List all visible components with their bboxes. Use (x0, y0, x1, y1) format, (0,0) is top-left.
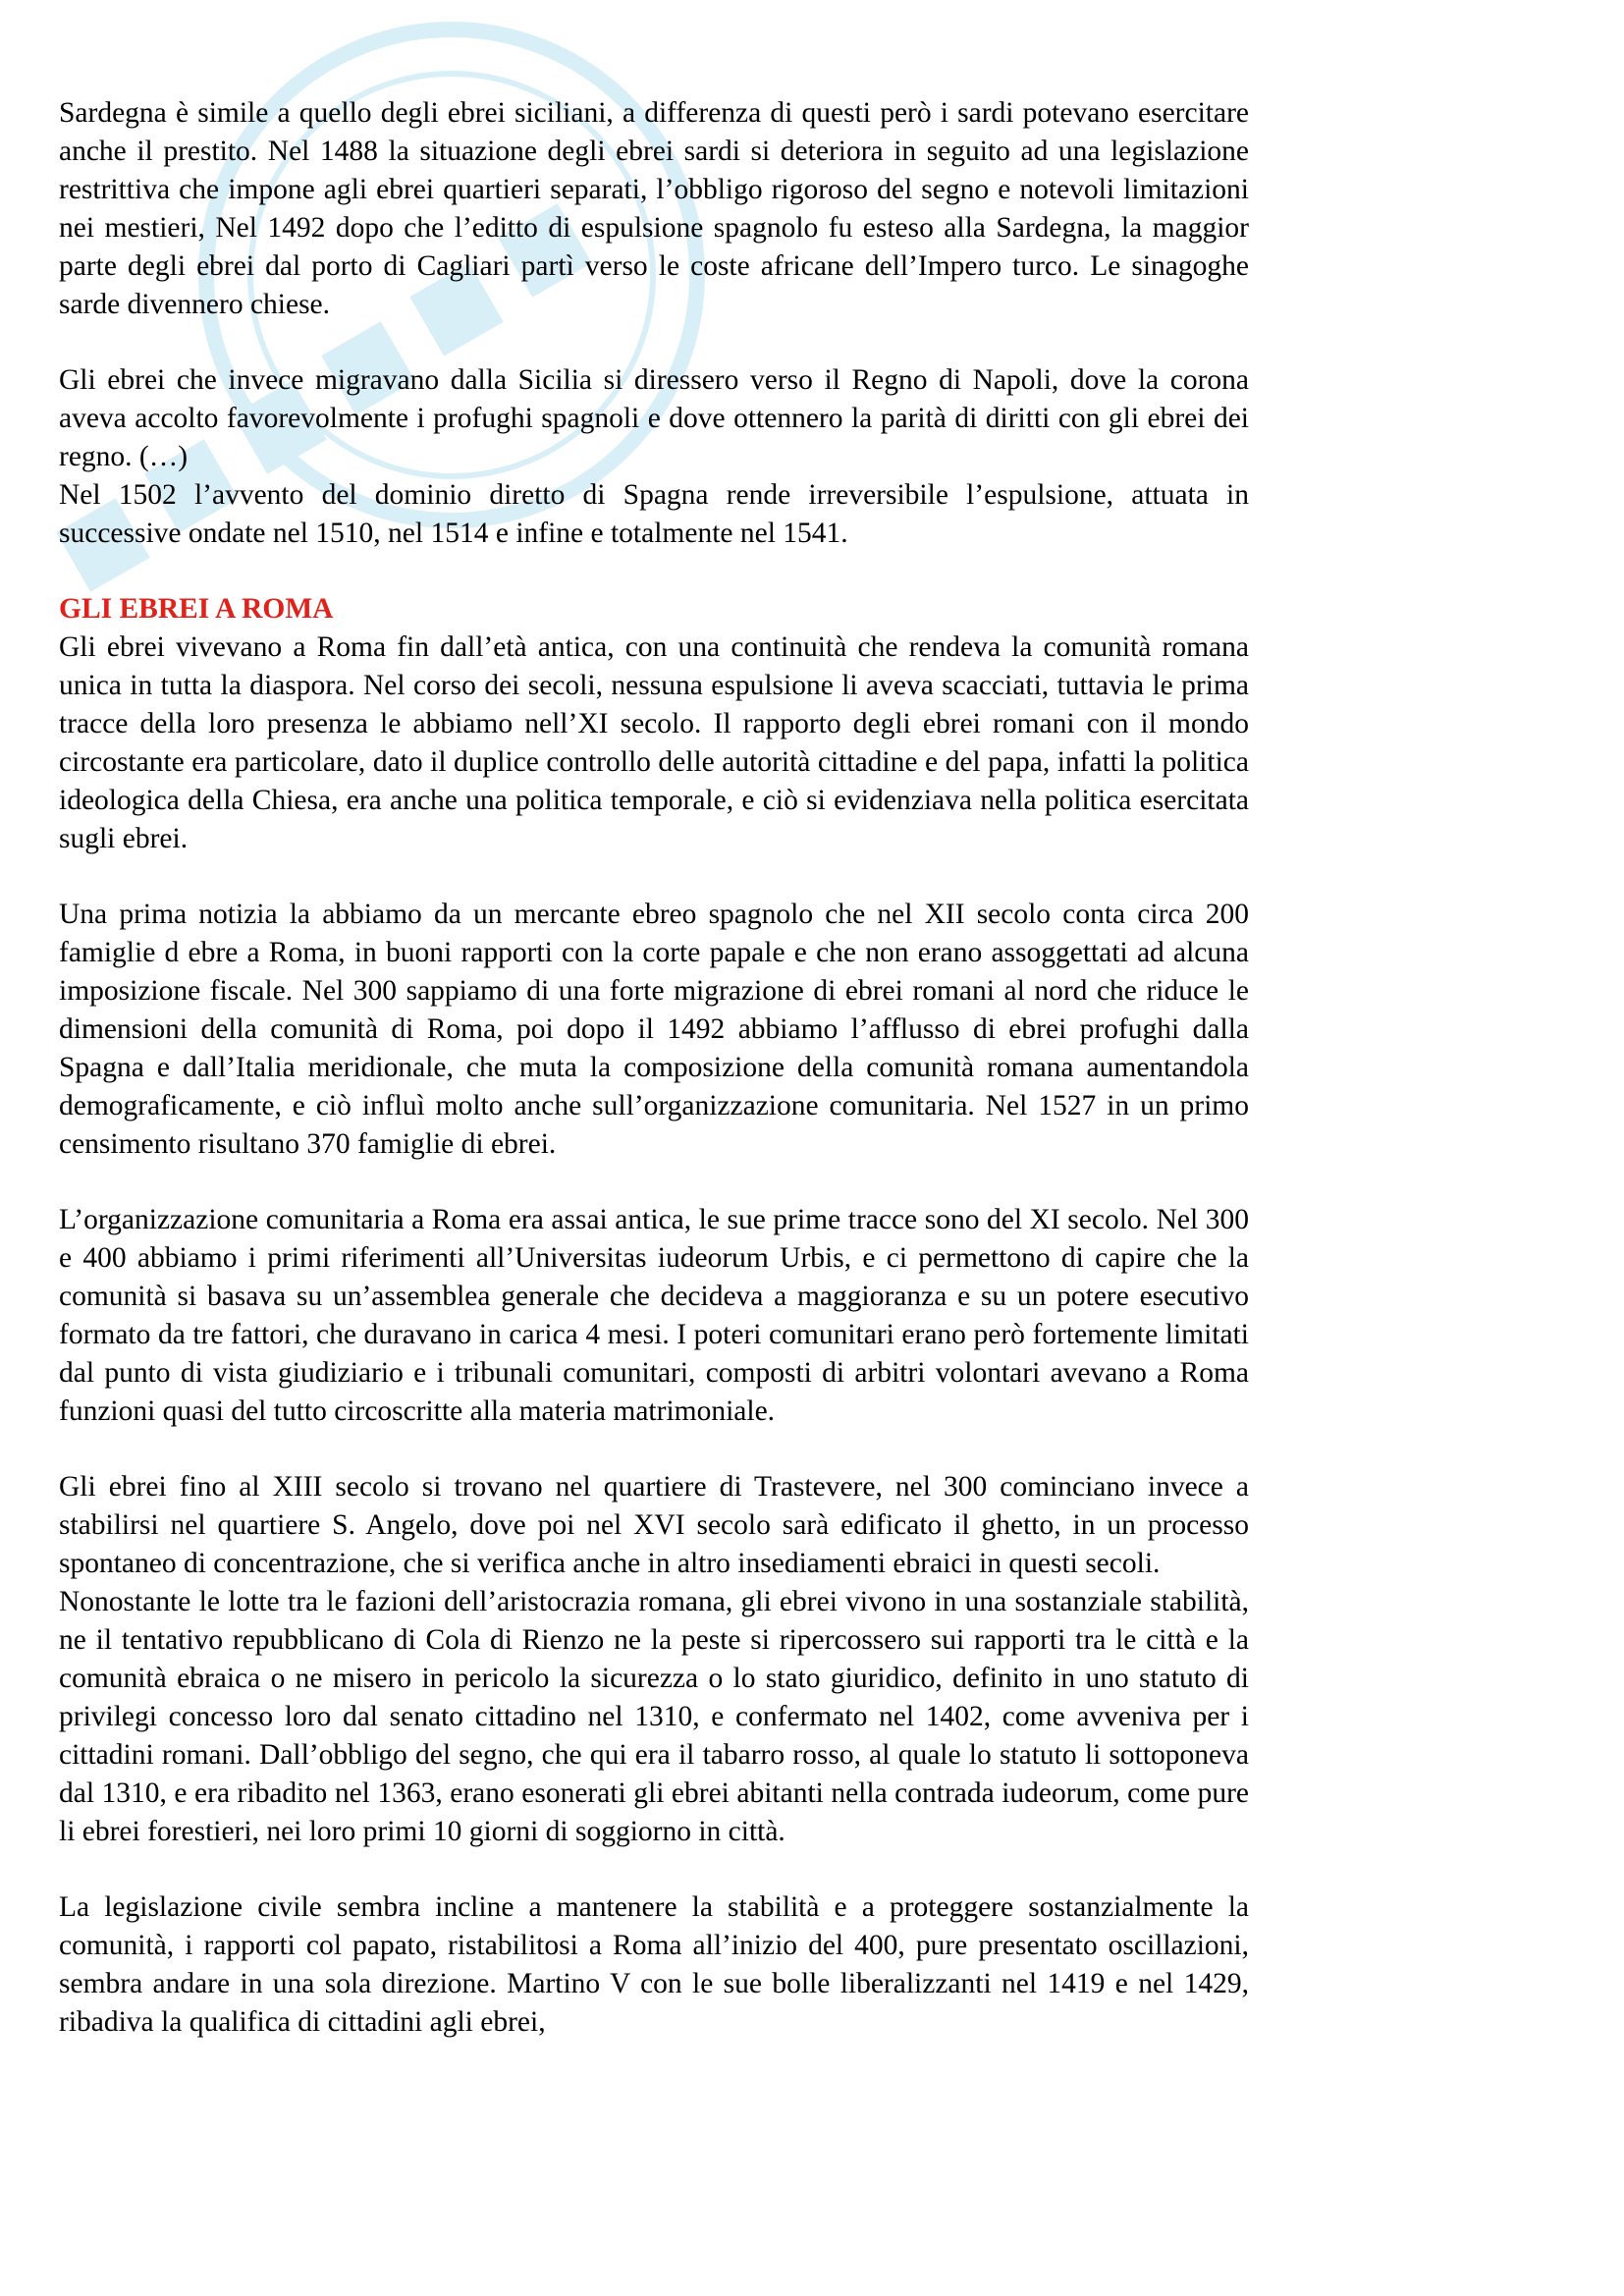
paragraph-gap (59, 1851, 1249, 1888)
paragraph-quartieri: Gli ebrei fino al XIII secolo si trovano nel quartiere di Trastevere, nel 300 cominciano invece a stabilirsi nel quartiere S. Angelo, dove poi nel XVI secolo sarà edificato il ghetto, in un processo spontaneo di concentrazione, che si verifica anche in altro insediamenti ebraici in questi secoli. (59, 1471, 1249, 1579)
paragraph-sardegna: Sardegna è simile a quello degli ebrei siciliani, a differenza di questi però i sardi potevano esercitare anche il prestito. Nel 1488 la situazione degli ebrei sardi si deteriora in seguito ad una legislazione restrittiva che impone agli ebrei quartieri separati, l’obbligo rigoroso del segno e notevoli limitazioni nei mestieri, Nel 1492 dopo che l’editto di espulsione spagnolo fu esteso alla Sardegna, la maggior parte degli ebrei dal porto di Cagliari partì verso le coste africane dell’Impero turco. Le sinagoghe sarde divennero chiese. (59, 97, 1249, 320)
document-page (59, 94, 1249, 2042)
paragraph-prima-notizia: Una prima notizia la abbiamo da un mercante ebreo spagnolo che nel XII secolo conta circa 200 famiglie d ebre a Roma, in buoni rapporti con la corte papale e che non erano assoggettati ad alcuna imposizione fiscale. Nel 300 sappiamo di una forte migrazione di ebrei romani al nord che riduce le dimensioni della comunità di Roma, poi dopo il 1492 abbiamo l’afflusso di ebrei profughi dalla Spagna e dall’Italia meridionale, che muta la composizione della comunità romana aumentandola demograficamente, e ciò influì molto anche sull’organizzazione comunitaria. Nel 1527 in un primo censimento risultano 370 famiglie di ebrei. (59, 899, 1249, 1160)
paragraph-dominio-spagna: Nel 1502 l’avvento del dominio diretto di Spagna rende irreversibile l’espulsione, attuata in successive ondate nel 1510, nel 1514 e infine e totalmente nel 1541. (59, 479, 1249, 549)
section-heading: GLI EBREI A ROMA (59, 593, 334, 625)
paragraph-sicilia-napoli: Gli ebrei che invece migravano dalla Sicilia si diressero verso il Regno di Napoli, dove la corona aveva accolto favorevolmente i profughi spagnoli e dove ottennero la parità di diritti con gli ebrei dei regno. (…) (59, 364, 1249, 472)
paragraph-legislazione: La legislazione civile sembra incline a mantenere la stabilità e a proteggere sostanzialmente la comunità, i rapporti col papato, ristabilitosi a Roma all’inizio del 400, pure presentato oscillazioni, sembra andare in una sola direzione. Martino V con le sue bolle liberalizzanti nel 1419 e nel 1429, ribadiva la qualifica di cittadini agli ebrei, (59, 1891, 1249, 2038)
paragraph-gap (59, 324, 1249, 361)
paragraph-organizzazione: L’organizzazione comunitaria a Roma era assai antica, le sue prime tracce sono del XI secolo. Nel 300 e 400 abbiamo i primi riferimenti all’Universitas iudeorum Urbis, e ci permettono di capire che la comunità si basava su un’assemblea generale che decideva a maggioranza e su un potere esecutivo formato da tre fattori, che duravano in carica 4 mesi. I poteri comunitari erano però fortemente limitati dal punto di vista giudiziario e i tribunali comunitari, composti di arbitri volontari avevano a Roma funzioni quasi del tutto circoscritte alla materia matrimoniale. (59, 1204, 1249, 1427)
paragraph-ebrei-roma: Gli ebrei vivevano a Roma fin dall’età antica, con una continuità che rendeva la comunità romana unica in tutta la diaspora. Nel corso dei secoli, nessuna espulsione li aveva scacciati, tuttavia le prima tracce della loro presenza le abbiamo nell’XI secolo. Il rapporto degli ebrei romani con il mondo circostante era particolare, dato il duplice controllo delle autorità cittadine e del papa, infatti la politica ideologica della Chiesa, era anche una politica temporale, e ciò si evidenziava nella politica esercitata sugli ebrei. (59, 631, 1249, 854)
paragraph-gap (59, 553, 1249, 590)
paragraph-gap (59, 858, 1249, 896)
paragraph-gap (59, 1164, 1249, 1201)
paragraph-gap (59, 1431, 1249, 1468)
paragraph-stabilita: Nonostante le lotte tra le fazioni dell’aristocrazia romana, gli ebrei vivono in una sostanziale stabilità, ne il tentativo repubblicano di Cola di Rienzo ne la peste si ripercossero sui rapporti tra le città e la comunità ebraica o ne misero in pericolo la sicurezza o lo stato giuridico, definito in uno statuto di privilegi concesso loro dal senato cittadino nel 1310, e confermato nel 1402, come avveniva per i cittadini romani. Dall’obbligo del segno, che qui era il tabarro rosso, al quale lo statuto li sottoponeva dal 1310, e era ribadito nel 1363, erano esonerati gli ebrei abitanti nella contrada iudeorum, come pure li ebrei forestieri, nei loro primi 10 giorni di soggiorno in città. (59, 1586, 1249, 1847)
